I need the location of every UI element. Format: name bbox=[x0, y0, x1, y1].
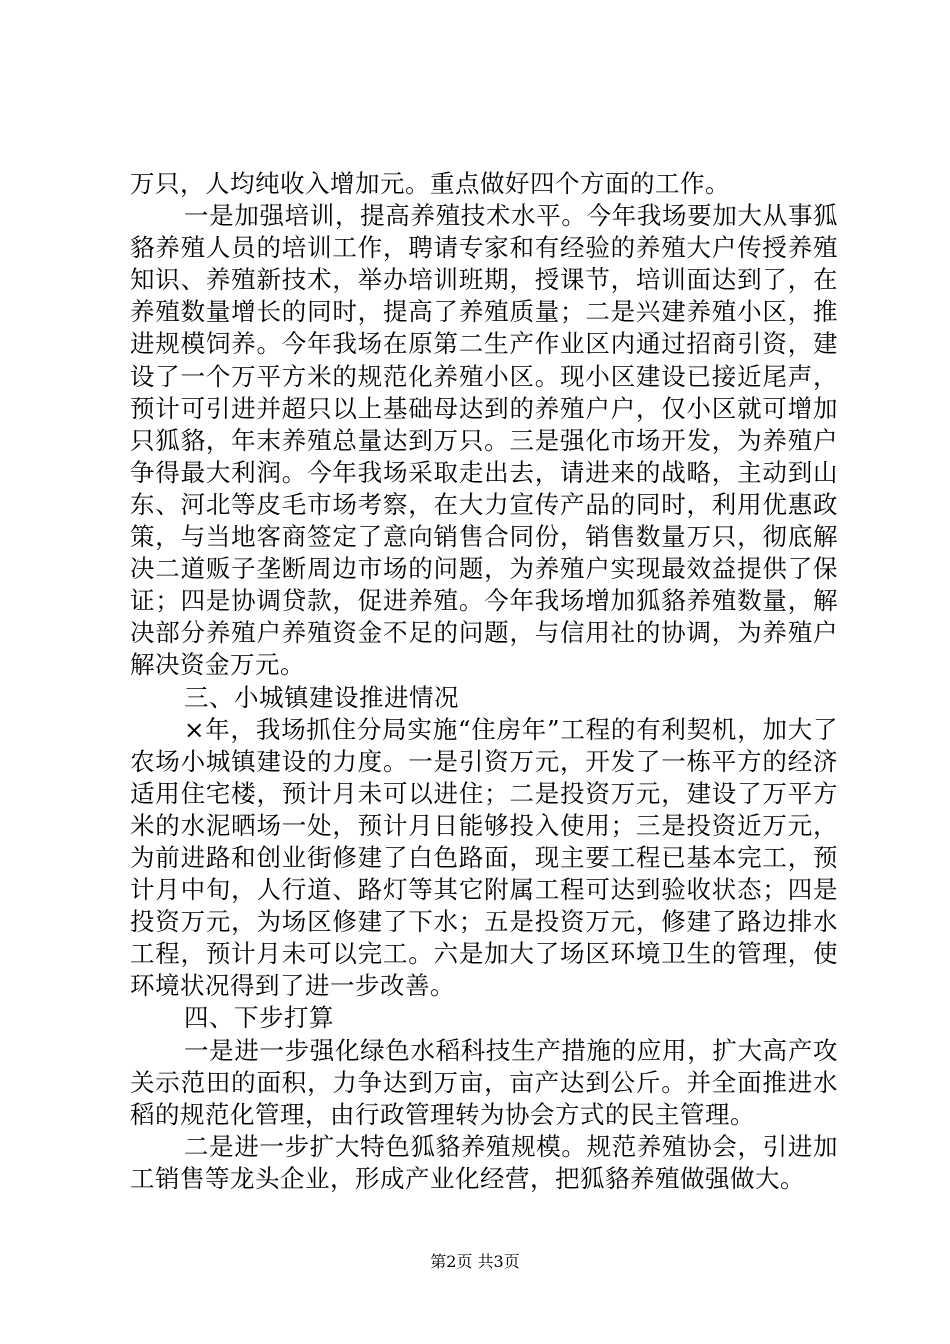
section-heading-next-steps: 四、下步打算 bbox=[184, 1003, 334, 1033]
page-number-footer: 第2页 共3页 bbox=[430, 1252, 520, 1271]
paragraph-training-and-breeding: 一是加强培训，提高养殖技术水平。今年我场要加大从事狐貉养殖人员的培训工作，聘请专家和有经验的养殖大户传授养殖知识、养殖新技术，举办培训班期，授课节，培训面达到了，在养殖数量增长的同时，提高了养殖质量；二是兴建养殖小区，推进规模饲养。今年我场在原第二生产作业区内通过招商引资，建设了一个万平方米的规范化养殖小区。现小区建设已接近尾声，预计可引进并超只以上基础母达到的养殖户户，仅小区就可增加只狐貉，年末养殖总量达到万只。三是强化市场开发，为养殖户争得最大利润。今年我场采取走出去，请进来的战略，主动到山东、河北等皮毛市场考察，在大力宣传产品的同时，利用优惠政策，与当地客商签定了意向销售合同份，销售数量万只，彻底解决二道贩子垄断周边市场的问题，为养殖户实现最效益提供了保证；四是协调贷款，促进养殖。今年我场增加狐貉养殖数量，解决部分养殖户养殖资金不足的问题，与信用社的协调，为养殖户解决资金万元。 bbox=[130, 201, 838, 680]
document-body bbox=[130, 168, 838, 1195]
paragraph-continuation: 万只，人均纯收入增加元。重点做好四个方面的工作。 bbox=[130, 169, 730, 198]
section-heading-town-construction: 三、小城镇建设推进情况 bbox=[184, 682, 459, 712]
paragraph-town-construction: ×年，我场抓住分局实施“住房年”工程的有利契机，加大了农场小城镇建设的力度。一是引资万元，开发了一栋平方的经济适用住宅楼，预计月未可以进住；二是投资万元，建设了万平方米的水泥晒场一处，预计月日能够投入使用；三是投资近万元，为前进路和创业街修建了白色路面，现主要工程已基本完工，预计月中旬，人行道、路灯等其它附属工程可达到验收状态；四是投资万元，为场区修建了下水；五是投资万元，修建了路边排水工程，预计月未可以完工。六是加大了场区环境卫生的管理，使环境状况得到了进一步改善。 bbox=[130, 714, 838, 1001]
paragraph-next-step-rice: 一是进一步强化绿色水稻科技生产措施的应用，扩大高产攻关示范田的面积，力争达到万亩，亩产达到公斤。并全面推进水稻的规范化管理，由行政管理转为协会方式的民主管理。 bbox=[130, 1035, 838, 1129]
paragraph-next-step-breeding: 二是进一步扩大特色狐貉养殖规模。规范养殖协会，引进加工销售等龙头企业，形成产业化经营，把狐貉养殖做强做大。 bbox=[130, 1131, 838, 1193]
